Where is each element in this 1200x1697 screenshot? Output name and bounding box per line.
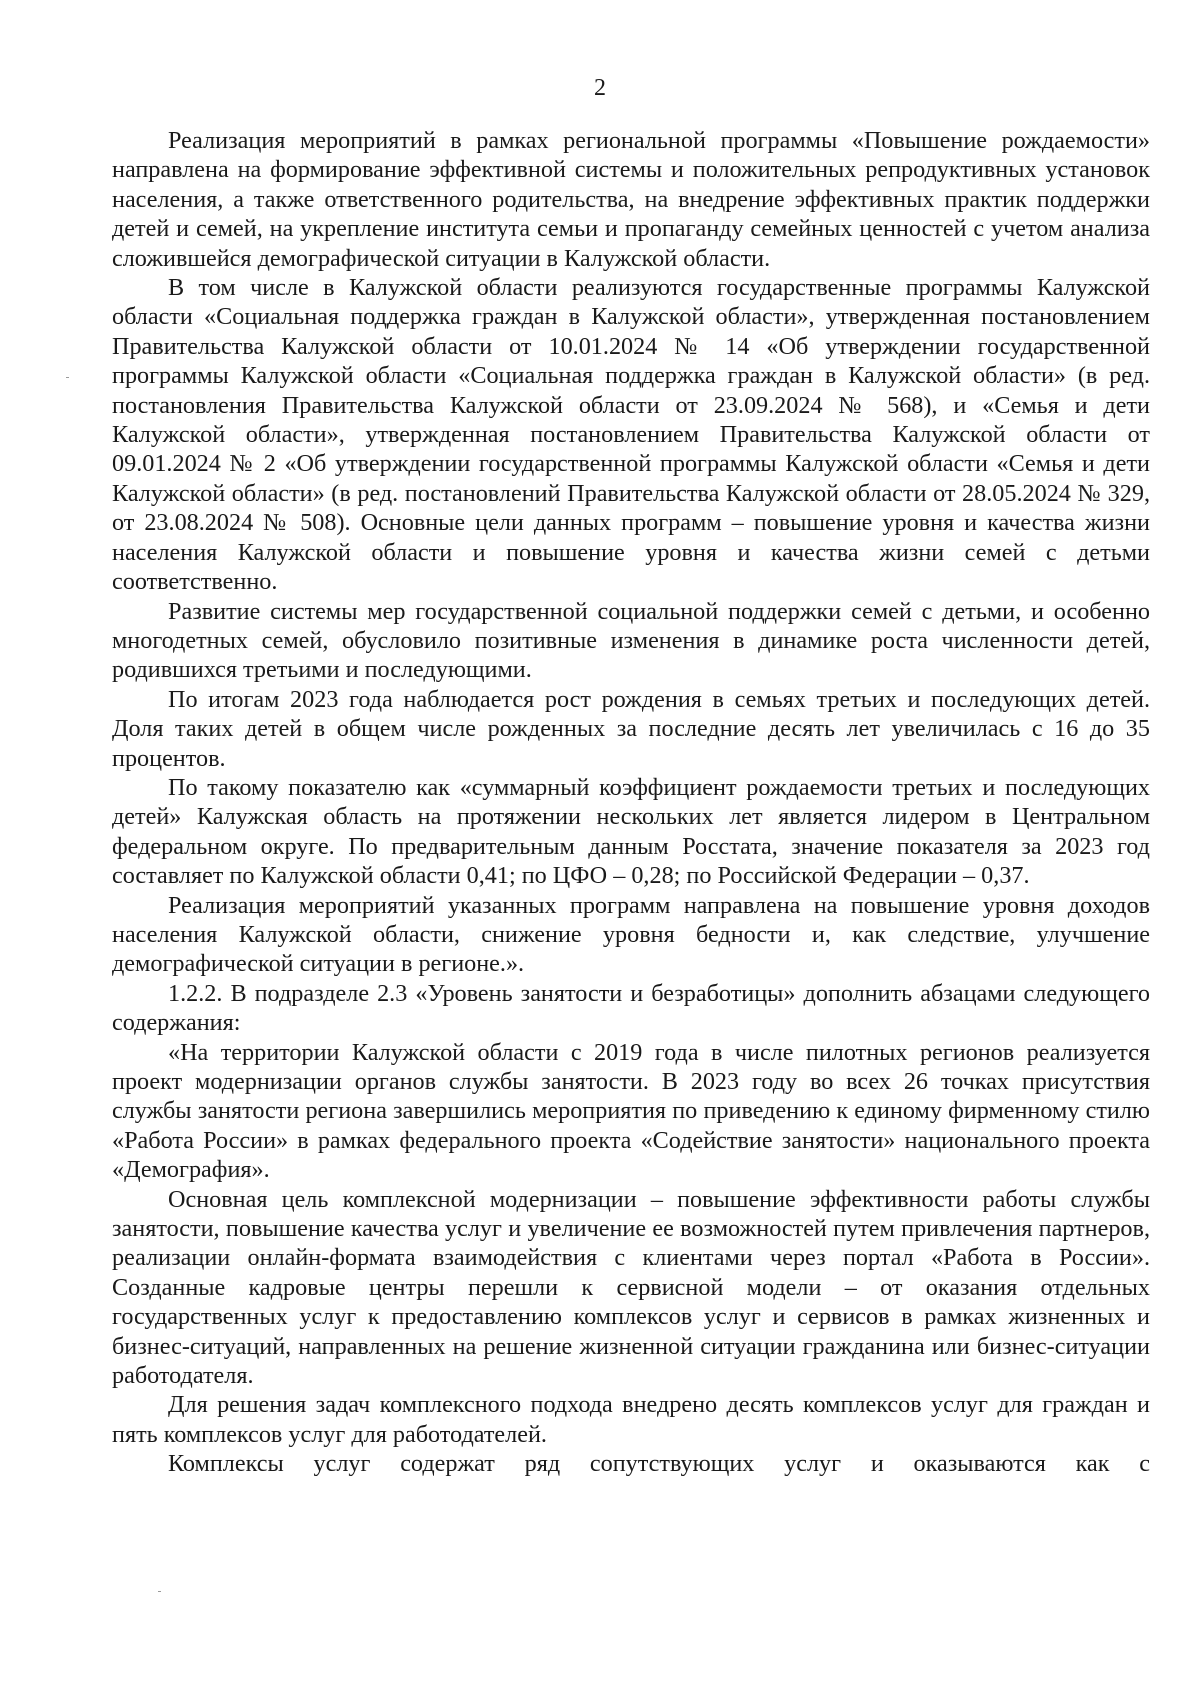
document-body [112, 126, 1150, 1479]
paragraph: Развитие системы мер государственной социальной поддержки семей с детьми, и особенно многодетных семей, обусловило позитивные изменения в динамике роста численности детей, родившихся третьими и последующими. [112, 597, 1150, 684]
scan-artifact [158, 1591, 161, 1592]
paragraph: По итогам 2023 года наблюдается рост рождения в семьях третьих и последующих детей. Доля таких детей в общем числе рожденных за последние десять лет увеличилась с 16 до 35 процентов. [112, 685, 1150, 772]
paragraph: По такому показателю как «суммарный коэффициент рождаемости третьих и последующих детей» Калужская область на протяжении нескольких лет является лидером в Центральном федеральном округе. По предварительным данным Росстата, значение показателя за 2023 год составляет по Калужской области 0,41; по ЦФО – 0,28; по Российской Федерации – 0,37. [112, 773, 1150, 890]
paragraph: Реализация мероприятий указанных программ направлена на повышение уровня доходов населения Калужской области, снижение уровня бедности и, как следствие, улучшение демографической ситуации в регионе.». [112, 891, 1150, 978]
paragraph: «На территории Калужской области с 2019 года в числе пилотных регионов реализуется проект модернизации органов службы занятости. В 2023 году во всех 26 точках присутствия службы занятости региона завершились мероприятия по приведению к единому фирменному стилю «Работа России» в рамках федерального проекта «Содействие занятости» национального проекта «Демография». [112, 1038, 1150, 1184]
paragraph-continued: Комплексы услуг содержат ряд сопутствующих услуг и оказываются как с [168, 1450, 1150, 1478]
paragraph: В том числе в Калужской области реализуются государственные программы Калужской области «Социальная поддержка граждан в Калужской области», утвержденная постановлением Правительства Калужской области от 10.01.2024 № 14 «Об утверждении государственной программы Калужской области «Социальная поддержка граждан в Калужской области» (в ред. постановления Правительства Калужской области от 23.09.2024 № 568), и «Семья и дети Калужской области», утвержденная постановлением Правительства Калужской области от 09.01.2024 № 2 «Об утверждении государственной программы Калужской области «Семья и дети Калужской области» (в ред. постановлений Правительства Калужской области от 28.05.2024 № 329, от 23.08.2024 № 508). Основные цели данных программ – повышение уровня и качества жизни населения Калужской области и повышение уровня и качества жизни семей с детьми соответственно. [112, 274, 1150, 596]
paragraph: Реализация мероприятий в рамках региональной программы «Повышение рождаемости» направлена на формирование эффективной системы и положительных репродуктивных установок населения, а также ответственного родительства, на внедрение эффективных практик поддержки детей и семей, на укрепление института семьи и пропаганду семейных ценностей с учетом анализа сложившейся демографической ситуации в Калужской области. [112, 127, 1150, 272]
paragraph: Основная цель комплексной модернизации – повышение эффективности работы службы занятости, повышение качества услуг и увеличение ее возможностей путем привлечения партнеров, реализации онлайн-формата взаимодействия с клиентами через портал «Работа в России». Созданные кадровые центры перешли к сервисной модели – от оказания отдельных государственных услуг к предоставлению комплексов услуг и сервисов в рамках жизненных и бизнес-ситуаций, направленных на решение жизненной ситуации гражданина или бизнес-ситуации работодателя. [112, 1185, 1150, 1390]
scan-artifact [66, 377, 69, 378]
paragraph: Для решения задач комплексного подхода внедрено десять комплексов услуг для граждан и пять комплексов услуг для работодателей. [112, 1391, 1150, 1448]
page-number: 2 [594, 75, 606, 101]
paragraph: 1.2.2. В подразделе 2.3 «Уровень занятости и безработицы» дополнить абзацами следующего содержания: [112, 979, 1150, 1037]
